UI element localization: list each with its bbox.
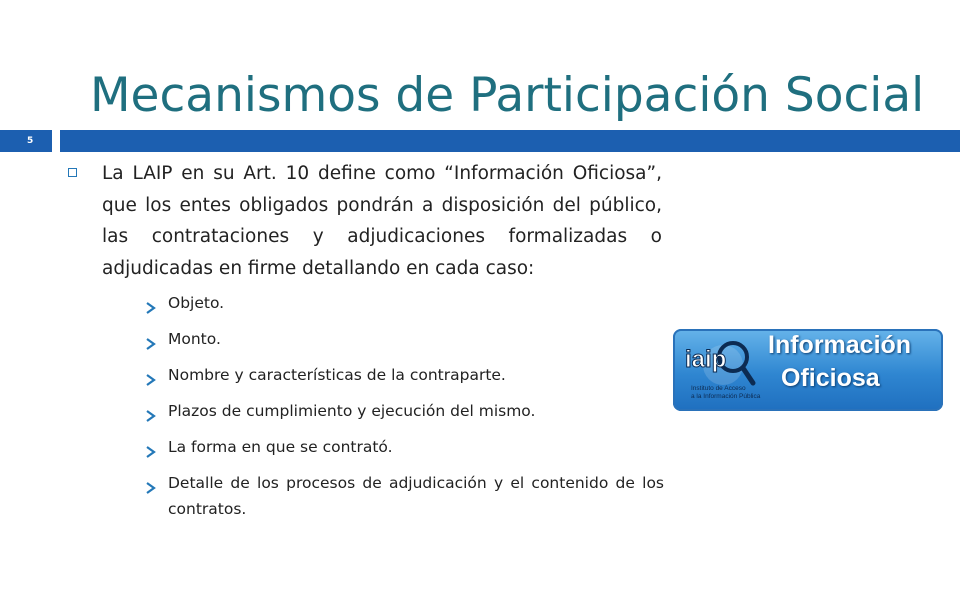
chevron-right-icon	[146, 290, 164, 322]
logo-institution-line2: a la Información Pública	[691, 393, 761, 400]
slide-content	[68, 158, 664, 526]
sub-bullet-item	[146, 326, 664, 358]
title-rule	[60, 130, 960, 152]
logo-acronym: iaip	[685, 346, 727, 373]
sub-bullet-text: Nombre y características de la contraparte.	[168, 366, 506, 384]
main-bullet	[68, 158, 664, 284]
sub-bullet-item	[146, 362, 664, 394]
sub-bullet-item	[146, 470, 664, 522]
main-bullet-text: La LAIP en su Art. 10 define como “Información Oficiosa”, que los entes obligados pondrán a disposición del público, las contrataciones y adjudicaciones formalizadas o adjudicadas en firme detallando en cada caso:	[102, 163, 662, 279]
sub-bullet-item	[146, 434, 664, 466]
logo-label-line1: Información	[768, 331, 912, 359]
sub-bullet-item	[146, 398, 664, 430]
iaip-logo	[683, 335, 769, 405]
sub-bullet-text: Plazos de cumplimiento y ejecución del mismo.	[168, 402, 536, 420]
sub-bullet-text: Monto.	[168, 330, 221, 348]
chevron-right-icon	[146, 362, 164, 394]
chevron-right-icon	[146, 434, 164, 466]
sub-bullet-item	[146, 290, 664, 322]
slide-title: Mecanismos de Participación Social	[90, 68, 925, 123]
informacion-oficiosa-logo	[673, 329, 943, 411]
sub-bullet-text: Detalle de los procesos de adjudicación y el contenido de los contratos.	[168, 474, 664, 518]
logo-institution-line1: Instituto de Acceso	[691, 385, 746, 392]
hollow-square-icon	[68, 168, 77, 177]
chevron-right-icon	[146, 398, 164, 430]
chevron-right-icon	[146, 326, 164, 358]
sub-bullet-list	[68, 290, 664, 522]
sub-bullet-text: Objeto.	[168, 294, 225, 312]
logo-label-line2: Oficiosa	[781, 364, 880, 392]
chevron-right-icon	[146, 470, 164, 502]
slide-number: 5	[27, 136, 34, 146]
sub-bullet-text: La forma en que se contrató.	[168, 438, 393, 456]
slide-number-box	[0, 130, 52, 152]
